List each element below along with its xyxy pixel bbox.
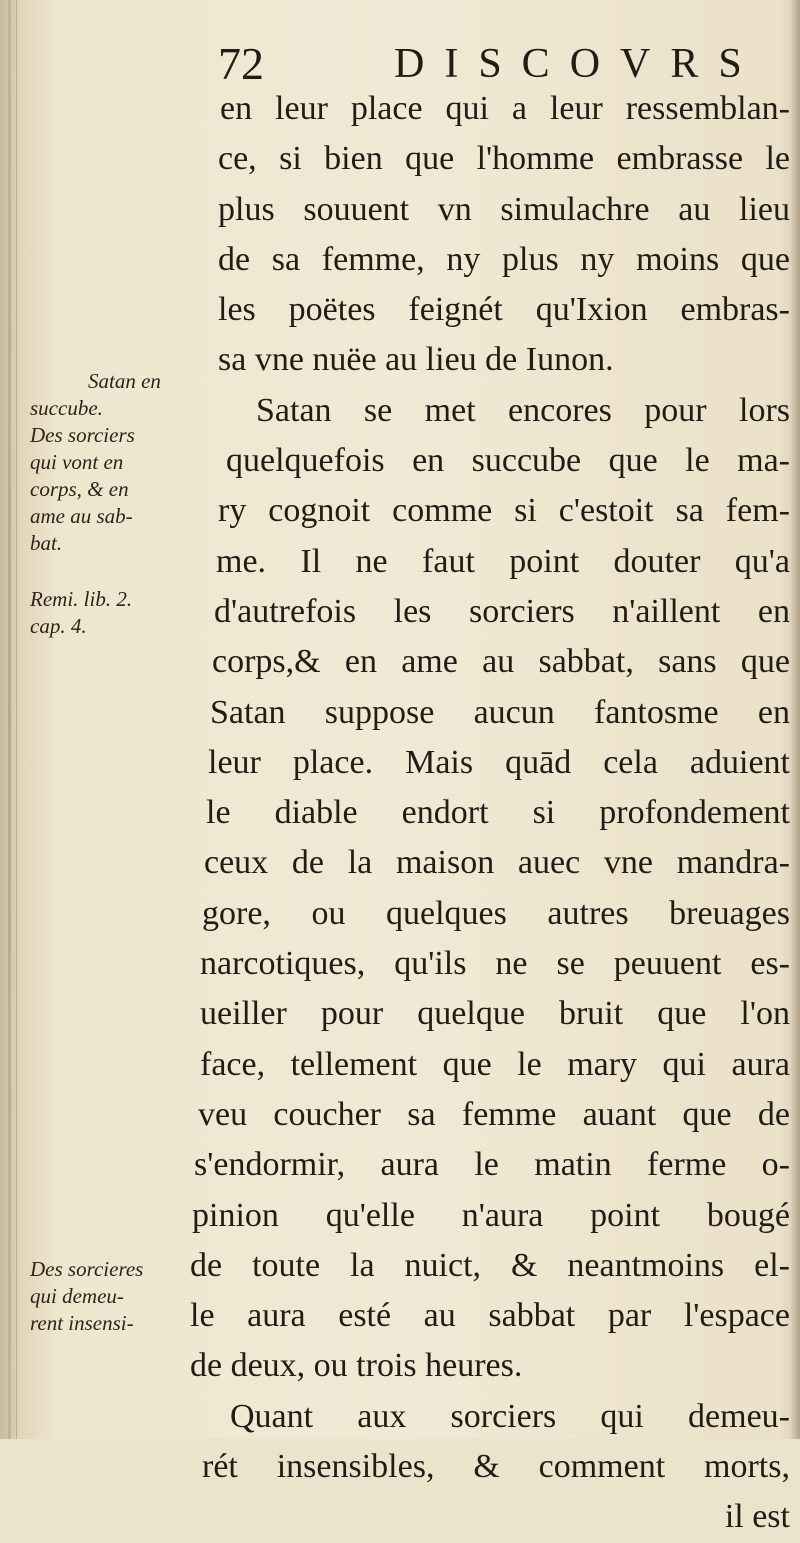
text-line: ce, si bien que l'homme embrasse le xyxy=(218,140,790,178)
text-line: rét insensibles, & comment morts, xyxy=(202,1448,790,1486)
text-line: Satan se met encores pour lors xyxy=(256,391,790,429)
margin-note-line: Satan en xyxy=(88,369,161,393)
text-line: narcotiques, qu'ils ne se peuuent es- xyxy=(200,945,790,983)
catchword: il est xyxy=(724,1498,790,1536)
margin-note-line: rent insensi- xyxy=(30,1311,134,1335)
text-line: ry cognoit comme si c'estoit sa fem- xyxy=(218,492,790,530)
text-line: ceux de la maison auec vne mandra- xyxy=(204,844,790,882)
body-text xyxy=(190,84,790,1543)
margin-note-line: qui vont en xyxy=(30,450,124,474)
margin-note-line: bat. xyxy=(30,531,63,555)
text-line: de sa femme, ny plus ny moins que xyxy=(218,240,790,278)
text-line: me. Il ne faut point douter qu'a xyxy=(216,542,790,580)
text-line: le diable endort si profondement xyxy=(206,794,790,832)
text-line: sa vne nuëe au lieu de Iunon. xyxy=(218,341,614,379)
text-line: de toute la nuict, & neantmoins el- xyxy=(190,1246,790,1284)
margin-note xyxy=(30,422,210,557)
text-line: en leur place qui a leur ressemblan- xyxy=(220,90,790,127)
text-line: face, tellement que le mary qui aura xyxy=(200,1045,790,1083)
page-edge-shadow xyxy=(790,0,800,1439)
text-line: leur place. Mais quād cela aduient xyxy=(208,743,790,781)
text-line: s'endormir, aura le matin ferme o- xyxy=(194,1146,790,1184)
margin-note xyxy=(30,1256,210,1337)
text-line: le aura esté au sabbat par l'espace xyxy=(190,1297,790,1335)
margin-note-line: qui demeu- xyxy=(30,1284,124,1308)
margin-note-line: Des sorciers xyxy=(30,423,135,447)
margin-note-line: Remi. lib. 2. xyxy=(30,587,133,611)
binding-gutter xyxy=(8,0,11,1439)
margin-note-line: cap. 4. xyxy=(30,614,87,638)
text-line: gore, ou quelques autres breuages xyxy=(202,894,790,932)
text-line: ueiller pour quelque bruit que l'on xyxy=(200,995,790,1033)
margin-note-line: ame au sab- xyxy=(30,504,133,528)
margin-note-line: Des sorcieres xyxy=(30,1257,144,1281)
text-line: les poëtes feignét qu'Ixion embras- xyxy=(218,291,790,329)
text-line: corps,& en ame au sabbat, sans que xyxy=(212,643,790,681)
running-title: DISCOVRS xyxy=(394,41,762,87)
text-line: Quant aux sorciers qui demeu- xyxy=(230,1397,790,1435)
text-line: plus souuent vn simulachre au lieu xyxy=(218,190,790,228)
text-line: veu coucher sa femme auant que de xyxy=(198,1095,790,1133)
binding-gutter-edge xyxy=(16,0,17,1439)
margin-note-line: succube. xyxy=(30,396,103,420)
margin-note xyxy=(30,368,210,422)
text-line: d'autrefois les sorciers n'aillent en xyxy=(214,592,790,630)
margin-note xyxy=(30,586,210,640)
page-number: 72 xyxy=(218,38,264,89)
text-line: de deux, ou trois heures. xyxy=(190,1347,523,1385)
text-line: Satan suppose aucun fantosme en xyxy=(210,693,790,731)
text-line: pinion qu'elle n'aura point bougé xyxy=(192,1196,790,1234)
text-line: quelquefois en succube que le ma- xyxy=(226,442,790,480)
margin-note-line: corps, & en xyxy=(30,477,129,501)
